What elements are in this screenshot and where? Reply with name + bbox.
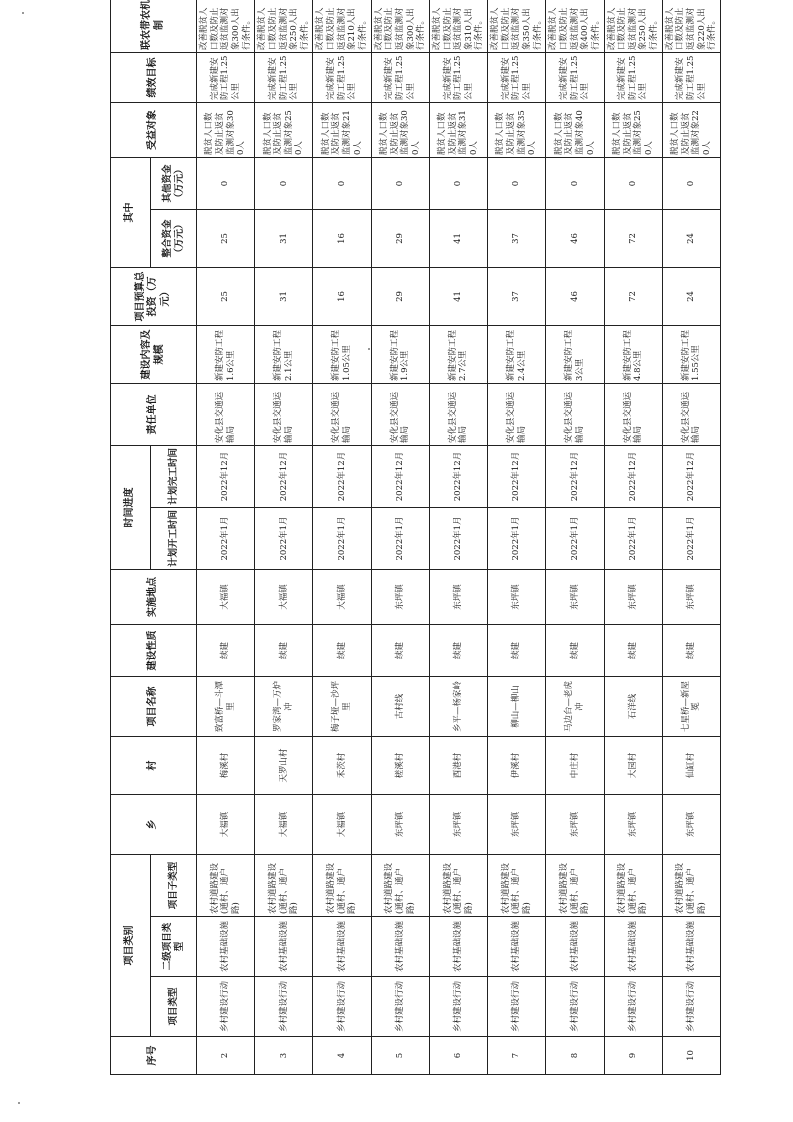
cell-name: 乡平—杨家岭 bbox=[429, 677, 487, 737]
header-end: 计划完工时间 bbox=[151, 446, 197, 508]
cell-name: 马边台—老虎冲 bbox=[546, 677, 604, 737]
table-row bbox=[429, 0, 487, 1075]
cell-unit: 安化县交通运输局 bbox=[371, 384, 429, 446]
table-row bbox=[197, 0, 255, 1075]
cell-location: 大福镇 bbox=[197, 570, 255, 625]
header-project-name: 项目名称 bbox=[111, 677, 197, 737]
cell-beneficiary: 脱贫人口数及防止返贫监测对象310人 bbox=[429, 103, 487, 158]
cell-other: 0 bbox=[429, 158, 487, 210]
cell-township: 大福镇 bbox=[313, 795, 371, 855]
cell-start: 2022年1月 bbox=[429, 508, 487, 570]
cell-unit: 安化县交通运输局 bbox=[197, 384, 255, 446]
table-row bbox=[313, 0, 371, 1075]
table-row bbox=[662, 0, 720, 1075]
cell-goal: 完成新建安防工程1.25公里 bbox=[371, 53, 429, 103]
cell-beneficiary: 脱贫人口数及防止返贫监测对象350人 bbox=[488, 103, 546, 158]
cell-end: 2022年12月 bbox=[546, 446, 604, 508]
cell-type: 乡村建设行动 bbox=[371, 977, 429, 1037]
cell-mechanism: 改善脱贫人口数及防止返贫监测对象300人出行条件。 bbox=[197, 0, 255, 53]
table-row bbox=[604, 0, 662, 1075]
cell-start: 2022年1月 bbox=[604, 508, 662, 570]
cell-name: 古村线 bbox=[371, 677, 429, 737]
cell-unit: 安化县交通运输局 bbox=[313, 384, 371, 446]
cell-type: 乡村建设行动 bbox=[313, 977, 371, 1037]
cell-secondary: 农村基础设施 bbox=[662, 917, 720, 977]
header-mechanism: 联农带农机制 bbox=[111, 0, 197, 53]
cell-township: 大福镇 bbox=[197, 795, 255, 855]
cell-integrated: 37 bbox=[488, 210, 546, 268]
table-row bbox=[488, 0, 546, 1075]
cell-seq: 10 bbox=[662, 1037, 720, 1075]
cell-mechanism: 改善脱贫人口数及防止返贫监测对象400人出行条件。 bbox=[546, 0, 604, 53]
cell-sub: 农村道路建设(通村、通户路) bbox=[662, 855, 720, 917]
cell-name: 致富桥—斗潭里 bbox=[197, 677, 255, 737]
cell-goal: 完成新建安防工程1.25公里 bbox=[662, 53, 720, 103]
cell-seq: 6 bbox=[429, 1037, 487, 1075]
cell-budget: 29 bbox=[371, 268, 429, 326]
cell-location: 东坪镇 bbox=[662, 570, 720, 625]
cell-content: 新建安防工程1.9公里 bbox=[371, 326, 429, 384]
cell-unit: 安化县交通运输局 bbox=[488, 384, 546, 446]
cell-integrated: 46 bbox=[546, 210, 604, 268]
cell-unit: 安化县交通运输局 bbox=[429, 384, 487, 446]
cell-start: 2022年1月 bbox=[546, 508, 604, 570]
cell-nature: 续建 bbox=[313, 625, 371, 677]
cell-sub: 农村道路建设(通村、通户路) bbox=[488, 855, 546, 917]
cell-sub: 农村道路建设(通村、通户路) bbox=[546, 855, 604, 917]
header-beneficiary: 受益对象 bbox=[111, 103, 197, 158]
cell-village: 梅溪村 bbox=[197, 737, 255, 795]
cell-content: 新建安防工程2.4公里 bbox=[488, 326, 546, 384]
table-body bbox=[197, 0, 721, 1075]
cell-type: 乡村建设行动 bbox=[662, 977, 720, 1037]
cell-location: 东坪镇 bbox=[429, 570, 487, 625]
cell-mechanism: 改善脱贫人口数及防止返贫监测对象220人出行条件。 bbox=[662, 0, 720, 53]
cell-end: 2022年12月 bbox=[662, 446, 720, 508]
project-table-sheet bbox=[110, 0, 721, 1075]
cell-beneficiary: 脱贫人口数及防止返贫监测对象400人 bbox=[546, 103, 604, 158]
cell-sub: 农村道路建设(通村、通户路) bbox=[604, 855, 662, 917]
cell-content: 新建安防工程1.05公里 bbox=[313, 326, 371, 384]
cell-beneficiary: 脱贫人口数及防止返贫监测对象300人 bbox=[371, 103, 429, 158]
cell-other: 0 bbox=[197, 158, 255, 210]
cell-seq: 3 bbox=[255, 1037, 313, 1075]
cell-integrated: 72 bbox=[604, 210, 662, 268]
cell-name: 柳山—柳山 bbox=[488, 677, 546, 737]
header-budget: 项目预算总投资（万元） bbox=[111, 268, 197, 326]
cell-start: 2022年1月 bbox=[371, 508, 429, 570]
cell-township: 东坪镇 bbox=[488, 795, 546, 855]
cell-village: 大园村 bbox=[604, 737, 662, 795]
header-sub-type: 项目子类型 bbox=[151, 855, 197, 917]
cell-type: 乡村建设行动 bbox=[429, 977, 487, 1037]
header-nature: 建设性质 bbox=[111, 625, 197, 677]
cell-location: 大福镇 bbox=[313, 570, 371, 625]
cell-nature: 续建 bbox=[429, 625, 487, 677]
cell-nature: 续建 bbox=[488, 625, 546, 677]
cell-seq: 8 bbox=[546, 1037, 604, 1075]
cell-secondary: 农村基础设施 bbox=[371, 917, 429, 977]
cell-end: 2022年12月 bbox=[488, 446, 546, 508]
cell-sub: 农村道路建设(通村、通户路) bbox=[255, 855, 313, 917]
cell-nature: 续建 bbox=[371, 625, 429, 677]
cell-village: 禾茨村 bbox=[313, 737, 371, 795]
header-other: 其他资金（万元） bbox=[151, 158, 197, 210]
table-header bbox=[111, 0, 197, 1075]
cell-type: 乡村建设行动 bbox=[197, 977, 255, 1037]
cell-mechanism: 改善脱贫人口数及防止返贫监测对象250人出行条件。 bbox=[255, 0, 313, 53]
cell-unit: 安化县交通运输局 bbox=[662, 384, 720, 446]
cell-budget: 31 bbox=[255, 268, 313, 326]
cell-type: 乡村建设行动 bbox=[546, 977, 604, 1037]
cell-goal: 完成新建安防工程1.25公里 bbox=[488, 53, 546, 103]
cell-content: 新建安防工程3公里 bbox=[546, 326, 604, 384]
project-table bbox=[110, 0, 721, 1075]
cell-village: 酉港村 bbox=[429, 737, 487, 795]
cell-township: 东坪镇 bbox=[662, 795, 720, 855]
cell-nature: 续建 bbox=[604, 625, 662, 677]
cell-budget: 41 bbox=[429, 268, 487, 326]
cell-integrated: 41 bbox=[429, 210, 487, 268]
cell-content: 新建安防工程4.8公里 bbox=[604, 326, 662, 384]
cell-start: 2022年1月 bbox=[488, 508, 546, 570]
cell-seq: 2 bbox=[197, 1037, 255, 1075]
cell-integrated: 25 bbox=[197, 210, 255, 268]
table-row bbox=[371, 0, 429, 1075]
cell-mechanism: 改善脱贫人口数及防止返贫监测对象250人出行条件。 bbox=[604, 0, 662, 53]
cell-mechanism: 改善脱贫人口数及防止返贫监测对象350人出行条件。 bbox=[488, 0, 546, 53]
cell-type: 乡村建设行动 bbox=[255, 977, 313, 1037]
cell-secondary: 农村基础设施 bbox=[604, 917, 662, 977]
cell-other: 0 bbox=[313, 158, 371, 210]
cell-name: 石洋线 bbox=[604, 677, 662, 737]
cell-goal: 完成新建安防工程1.25公里 bbox=[429, 53, 487, 103]
cell-secondary: 农村基础设施 bbox=[313, 917, 371, 977]
cell-sub: 农村道路建设(通村、通户路) bbox=[429, 855, 487, 917]
cell-end: 2022年12月 bbox=[371, 446, 429, 508]
cell-seq: 5 bbox=[371, 1037, 429, 1075]
cell-unit: 安化县交通运输局 bbox=[546, 384, 604, 446]
cell-end: 2022年12月 bbox=[604, 446, 662, 508]
header-project-type: 项目类型 bbox=[151, 977, 197, 1037]
cell-budget: 72 bbox=[604, 268, 662, 326]
cell-village: 伊溪村 bbox=[488, 737, 546, 795]
cell-seq: 4 bbox=[313, 1037, 371, 1075]
cell-content: 新建安防工程2.7公里 bbox=[429, 326, 487, 384]
header-goal: 绩效目标 bbox=[111, 53, 197, 103]
cell-location: 东坪镇 bbox=[371, 570, 429, 625]
cell-budget: 37 bbox=[488, 268, 546, 326]
cell-beneficiary: 脱贫人口数及防止返贫监测对象220人 bbox=[662, 103, 720, 158]
cell-start: 2022年1月 bbox=[197, 508, 255, 570]
cell-name: 梅子垭—沙坪里 bbox=[313, 677, 371, 737]
header-seq: 序号 bbox=[111, 1037, 197, 1075]
cell-content: 新建安防工程2.1公里 bbox=[255, 326, 313, 384]
cell-sub: 农村道路建设(通村、通户路) bbox=[313, 855, 371, 917]
scan-speck bbox=[22, 12, 24, 14]
cell-beneficiary: 脱贫人口数及防止返贫监测对象300人 bbox=[197, 103, 255, 158]
cell-integrated: 24 bbox=[662, 210, 720, 268]
cell-secondary: 农村基础设施 bbox=[429, 917, 487, 977]
cell-integrated: 31 bbox=[255, 210, 313, 268]
cell-name: 七星桥—新屋冕 bbox=[662, 677, 720, 737]
cell-beneficiary: 脱贫人口数及防止返贫监测对象250人 bbox=[604, 103, 662, 158]
cell-township: 东坪镇 bbox=[371, 795, 429, 855]
cell-seq: 9 bbox=[604, 1037, 662, 1075]
cell-township: 东坪镇 bbox=[604, 795, 662, 855]
table-row bbox=[255, 0, 313, 1075]
cell-secondary: 农村基础设施 bbox=[197, 917, 255, 977]
scan-speck bbox=[18, 1102, 20, 1104]
cell-end: 2022年12月 bbox=[255, 446, 313, 508]
cell-secondary: 农村基础设施 bbox=[488, 917, 546, 977]
cell-goal: 完成新建安防工程1.25公里 bbox=[313, 53, 371, 103]
cell-village: 中庄村 bbox=[546, 737, 604, 795]
cell-budget: 46 bbox=[546, 268, 604, 326]
cell-beneficiary: 脱贫人口数及防止返贫监测对象210人 bbox=[313, 103, 371, 158]
cell-budget: 16 bbox=[313, 268, 371, 326]
cell-location: 东坪镇 bbox=[546, 570, 604, 625]
cell-mechanism: 改善脱贫人口数及防止返贫监测对象300人出行条件。 bbox=[371, 0, 429, 53]
cell-end: 2022年12月 bbox=[313, 446, 371, 508]
cell-content: 新建安防工程1.6公里 bbox=[197, 326, 255, 384]
cell-sub: 农村道路建设(通村、通户路) bbox=[371, 855, 429, 917]
cell-start: 2022年1月 bbox=[255, 508, 313, 570]
cell-mechanism: 改善脱贫人口数及防止返贫监测对象210人出行条件。 bbox=[313, 0, 371, 53]
header-location: 实施地点 bbox=[111, 570, 197, 625]
cell-unit: 安化县交通运输局 bbox=[604, 384, 662, 446]
scan-speck bbox=[368, 348, 370, 350]
cell-seq: 7 bbox=[488, 1037, 546, 1075]
cell-goal: 完成新建安防工程1.25公里 bbox=[255, 53, 313, 103]
cell-integrated: 29 bbox=[371, 210, 429, 268]
cell-other: 0 bbox=[546, 158, 604, 210]
cell-other: 0 bbox=[662, 158, 720, 210]
cell-goal: 完成新建安防工程1.25公里 bbox=[197, 53, 255, 103]
header-content: 建设内容及规模 bbox=[111, 326, 197, 384]
cell-secondary: 农村基础设施 bbox=[546, 917, 604, 977]
cell-nature: 续建 bbox=[255, 625, 313, 677]
cell-township: 东坪镇 bbox=[546, 795, 604, 855]
cell-budget: 25 bbox=[197, 268, 255, 326]
cell-end: 2022年12月 bbox=[197, 446, 255, 508]
cell-village: 仙缸村 bbox=[662, 737, 720, 795]
header-secondary-type: 二级项目类型 bbox=[151, 917, 197, 977]
cell-other: 0 bbox=[488, 158, 546, 210]
header-village: 村 bbox=[111, 737, 197, 795]
header-project-category: 项目类别 bbox=[111, 855, 151, 1037]
cell-nature: 续建 bbox=[197, 625, 255, 677]
cell-other: 0 bbox=[604, 158, 662, 210]
cell-township: 东坪镇 bbox=[429, 795, 487, 855]
cell-start: 2022年1月 bbox=[313, 508, 371, 570]
cell-type: 乡村建设行动 bbox=[488, 977, 546, 1037]
cell-other: 0 bbox=[255, 158, 313, 210]
cell-unit: 安化县交通运输局 bbox=[255, 384, 313, 446]
cell-other: 0 bbox=[371, 158, 429, 210]
cell-nature: 续建 bbox=[546, 625, 604, 677]
header-among: 其中 bbox=[111, 158, 151, 268]
cell-location: 东坪镇 bbox=[604, 570, 662, 625]
cell-township: 大福镇 bbox=[255, 795, 313, 855]
cell-content: 新建安防工程1.55公里 bbox=[662, 326, 720, 384]
cell-start: 2022年1月 bbox=[662, 508, 720, 570]
cell-village: 天罗山村 bbox=[255, 737, 313, 795]
cell-mechanism: 改善脱贫人口数及防止返贫监测对象310人出行条件。 bbox=[429, 0, 487, 53]
cell-goal: 完成新建安防工程1.25公里 bbox=[604, 53, 662, 103]
header-township: 乡 bbox=[111, 795, 197, 855]
cell-end: 2022年12月 bbox=[429, 446, 487, 508]
cell-integrated: 16 bbox=[313, 210, 371, 268]
cell-secondary: 农村基础设施 bbox=[255, 917, 313, 977]
header-integrated: 整合资金（万元） bbox=[151, 210, 197, 268]
cell-type: 乡村建设行动 bbox=[604, 977, 662, 1037]
header-schedule: 时间进度 bbox=[111, 446, 151, 570]
cell-beneficiary: 脱贫人口数及防止返贫监测对象250人 bbox=[255, 103, 313, 158]
header-start: 计划开工时间 bbox=[151, 508, 197, 570]
cell-location: 大福镇 bbox=[255, 570, 313, 625]
cell-goal: 完成新建安防工程1.25公里 bbox=[546, 53, 604, 103]
cell-name: 罗家湾—万炉冲 bbox=[255, 677, 313, 737]
cell-location: 东坪镇 bbox=[488, 570, 546, 625]
cell-budget: 24 bbox=[662, 268, 720, 326]
header-unit: 责任单位 bbox=[111, 384, 197, 446]
cell-nature: 续建 bbox=[662, 625, 720, 677]
cell-sub: 农村道路建设(通村、通户路) bbox=[197, 855, 255, 917]
cell-village: 槎溪村 bbox=[371, 737, 429, 795]
table-row bbox=[546, 0, 604, 1075]
